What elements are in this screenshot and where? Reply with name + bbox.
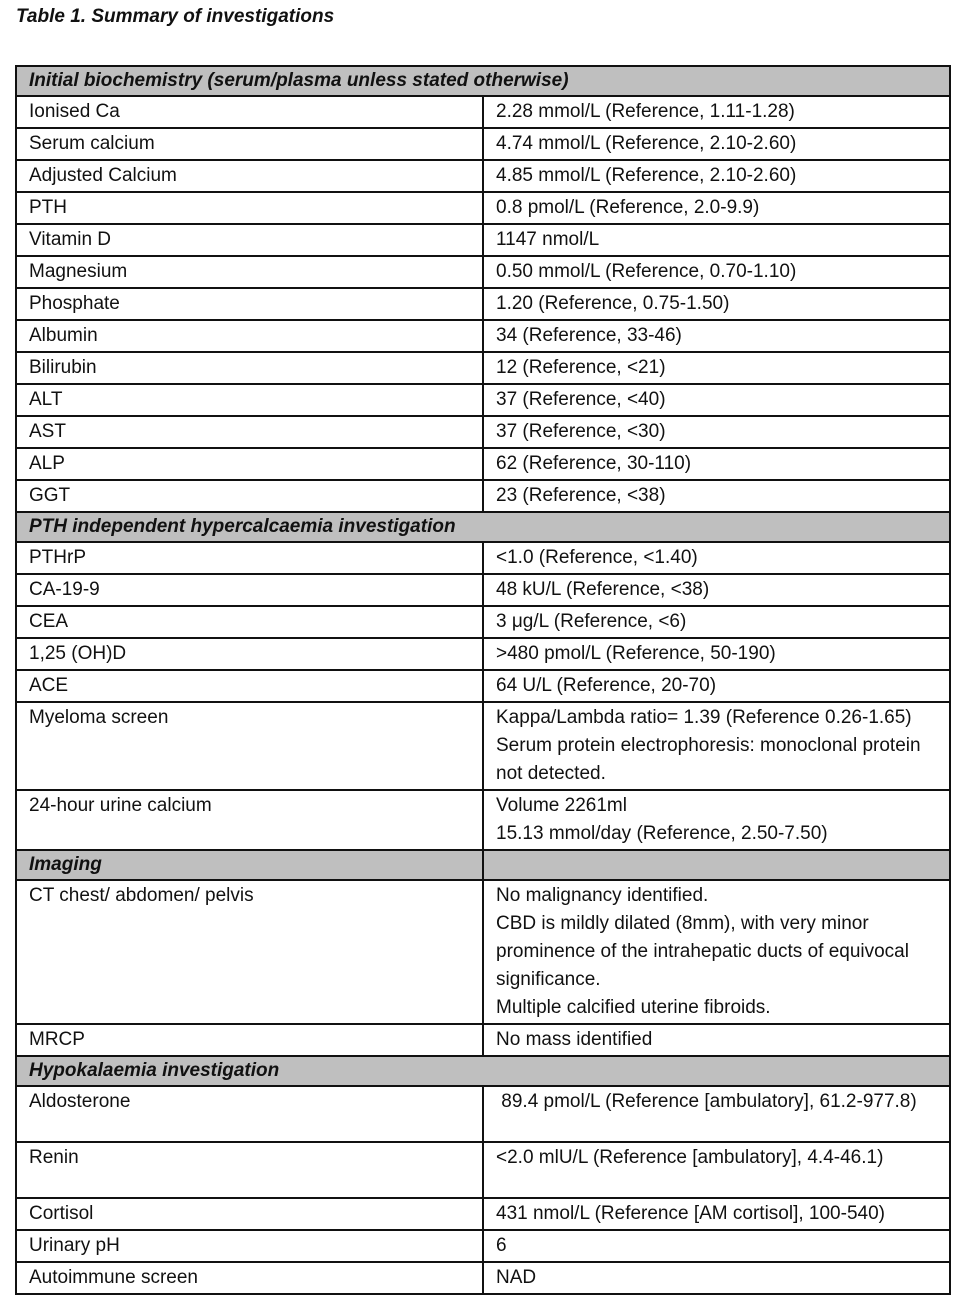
test-name: Renin (16, 1142, 483, 1198)
table-row-myeloma (16, 702, 950, 790)
result-line: CBD is mildly dilated (8mm), with very minor prominence of the intrahepatic ducts of equivocal significance. (496, 913, 909, 990)
test-name: AST (16, 416, 483, 448)
test-name: Serum calcium (16, 128, 483, 160)
section-empty-cell (483, 850, 950, 880)
test-result: NAD (483, 1262, 950, 1294)
test-result: >480 pmol/L (Reference, 50-190) (483, 638, 950, 670)
table-row (16, 574, 950, 606)
result-line: Multiple calcified uterine fibroids. (496, 997, 771, 1018)
test-name: PTH (16, 192, 483, 224)
result-line: No malignancy identified. (496, 885, 709, 906)
section-title: Imaging (16, 850, 483, 880)
test-name: ALP (16, 448, 483, 480)
test-name: PTHrP (16, 542, 483, 574)
test-result: 3 μg/L (Reference, <6) (483, 606, 950, 638)
test-name: MRCP (16, 1024, 483, 1056)
table-row (16, 1262, 950, 1294)
test-result: 2.28 mmol/L (Reference, 1.11-1.28) (483, 96, 950, 128)
table-row (16, 288, 950, 320)
test-name: Urinary pH (16, 1230, 483, 1262)
test-result: 4.85 mmol/L (Reference, 2.10-2.60) (483, 160, 950, 192)
test-name: Aldosterone (16, 1086, 483, 1142)
table-row-ct (16, 880, 950, 1024)
result-line: Serum protein electrophoresis: monoclonal protein not detected. (496, 735, 921, 784)
test-result: <1.0 (Reference, <1.40) (483, 542, 950, 574)
section-header-hypokalaemia (16, 1056, 950, 1086)
investigations-table (15, 65, 951, 1295)
test-result: 64 U/L (Reference, 20-70) (483, 670, 950, 702)
section-header-pth-independent (16, 512, 950, 542)
table-row (16, 256, 950, 288)
test-result: 34 (Reference, 33-46) (483, 320, 950, 352)
test-name: CEA (16, 606, 483, 638)
section-title: PTH independent hypercalcaemia investigation (16, 512, 950, 542)
result-line: 15.13 mmol/day (Reference, 2.50-7.50) (496, 823, 828, 844)
test-result: No mass identified (483, 1024, 950, 1056)
test-result (483, 880, 950, 1024)
test-name: CA-19-9 (16, 574, 483, 606)
test-name: Ionised Ca (16, 96, 483, 128)
test-result: 48 kU/L (Reference, <38) (483, 574, 950, 606)
test-name: Myeloma screen (16, 702, 483, 790)
test-name: Vitamin D (16, 224, 483, 256)
table-row (16, 1024, 950, 1056)
test-result: 0.8 pmol/L (Reference, 2.0-9.9) (483, 192, 950, 224)
test-result: 89.4 pmol/L (Reference [ambulatory], 61.2-977.8) (483, 1086, 950, 1142)
section-header-imaging (16, 850, 950, 880)
test-name: Phosphate (16, 288, 483, 320)
test-name: Autoimmune screen (16, 1262, 483, 1294)
table-row (16, 416, 950, 448)
table-row (16, 160, 950, 192)
test-result: 12 (Reference, <21) (483, 352, 950, 384)
table-row-urine-calcium (16, 790, 950, 850)
test-name: Bilirubin (16, 352, 483, 384)
table-row (16, 1230, 950, 1262)
test-result (483, 702, 950, 790)
table-row (16, 1086, 950, 1142)
section-title: Hypokalaemia investigation (16, 1056, 950, 1086)
table-row (16, 320, 950, 352)
table-row (16, 670, 950, 702)
test-result: 0.50 mmol/L (Reference, 0.70-1.10) (483, 256, 950, 288)
table-row (16, 128, 950, 160)
table-row (16, 1198, 950, 1230)
test-name: 1,25 (OH)D (16, 638, 483, 670)
test-name: Albumin (16, 320, 483, 352)
table-row (16, 384, 950, 416)
test-result: 23 (Reference, <38) (483, 480, 950, 512)
test-result: 37 (Reference, <40) (483, 384, 950, 416)
test-name: GGT (16, 480, 483, 512)
test-name: Magnesium (16, 256, 483, 288)
table-row (16, 1142, 950, 1198)
test-name: Cortisol (16, 1198, 483, 1230)
test-result: 1147 nmol/L (483, 224, 950, 256)
section-header-initial-biochemistry (16, 66, 950, 96)
table-caption: Table 1. Summary of investigations (16, 6, 335, 27)
test-name: ACE (16, 670, 483, 702)
table-row (16, 192, 950, 224)
test-result: 1.20 (Reference, 0.75-1.50) (483, 288, 950, 320)
test-name: 24-hour urine calcium (16, 790, 483, 850)
section-title: Initial biochemistry (serum/plasma unless stated otherwise) (16, 66, 950, 96)
table-row (16, 96, 950, 128)
table-row (16, 224, 950, 256)
result-line: Volume 2261ml (496, 795, 627, 816)
test-result: 62 (Reference, 30-110) (483, 448, 950, 480)
test-name: ALT (16, 384, 483, 416)
table-row (16, 606, 950, 638)
test-result: <2.0 mlU/L (Reference [ambulatory], 4.4-46.1) (483, 1142, 950, 1198)
test-result (483, 790, 950, 850)
result-line: Kappa/Lambda ratio= 1.39 (Reference 0.26-1.65) (496, 707, 912, 728)
test-result: 4.74 mmol/L (Reference, 2.10-2.60) (483, 128, 950, 160)
test-name: CT chest/ abdomen/ pelvis (16, 880, 483, 1024)
table-row (16, 480, 950, 512)
test-result: 431 nmol/L (Reference [AM cortisol], 100-540) (483, 1198, 950, 1230)
test-result: 37 (Reference, <30) (483, 416, 950, 448)
table-row (16, 542, 950, 574)
table-row (16, 448, 950, 480)
table-row (16, 638, 950, 670)
test-name: Adjusted Calcium (16, 160, 483, 192)
table-row (16, 352, 950, 384)
test-result: 6 (483, 1230, 950, 1262)
